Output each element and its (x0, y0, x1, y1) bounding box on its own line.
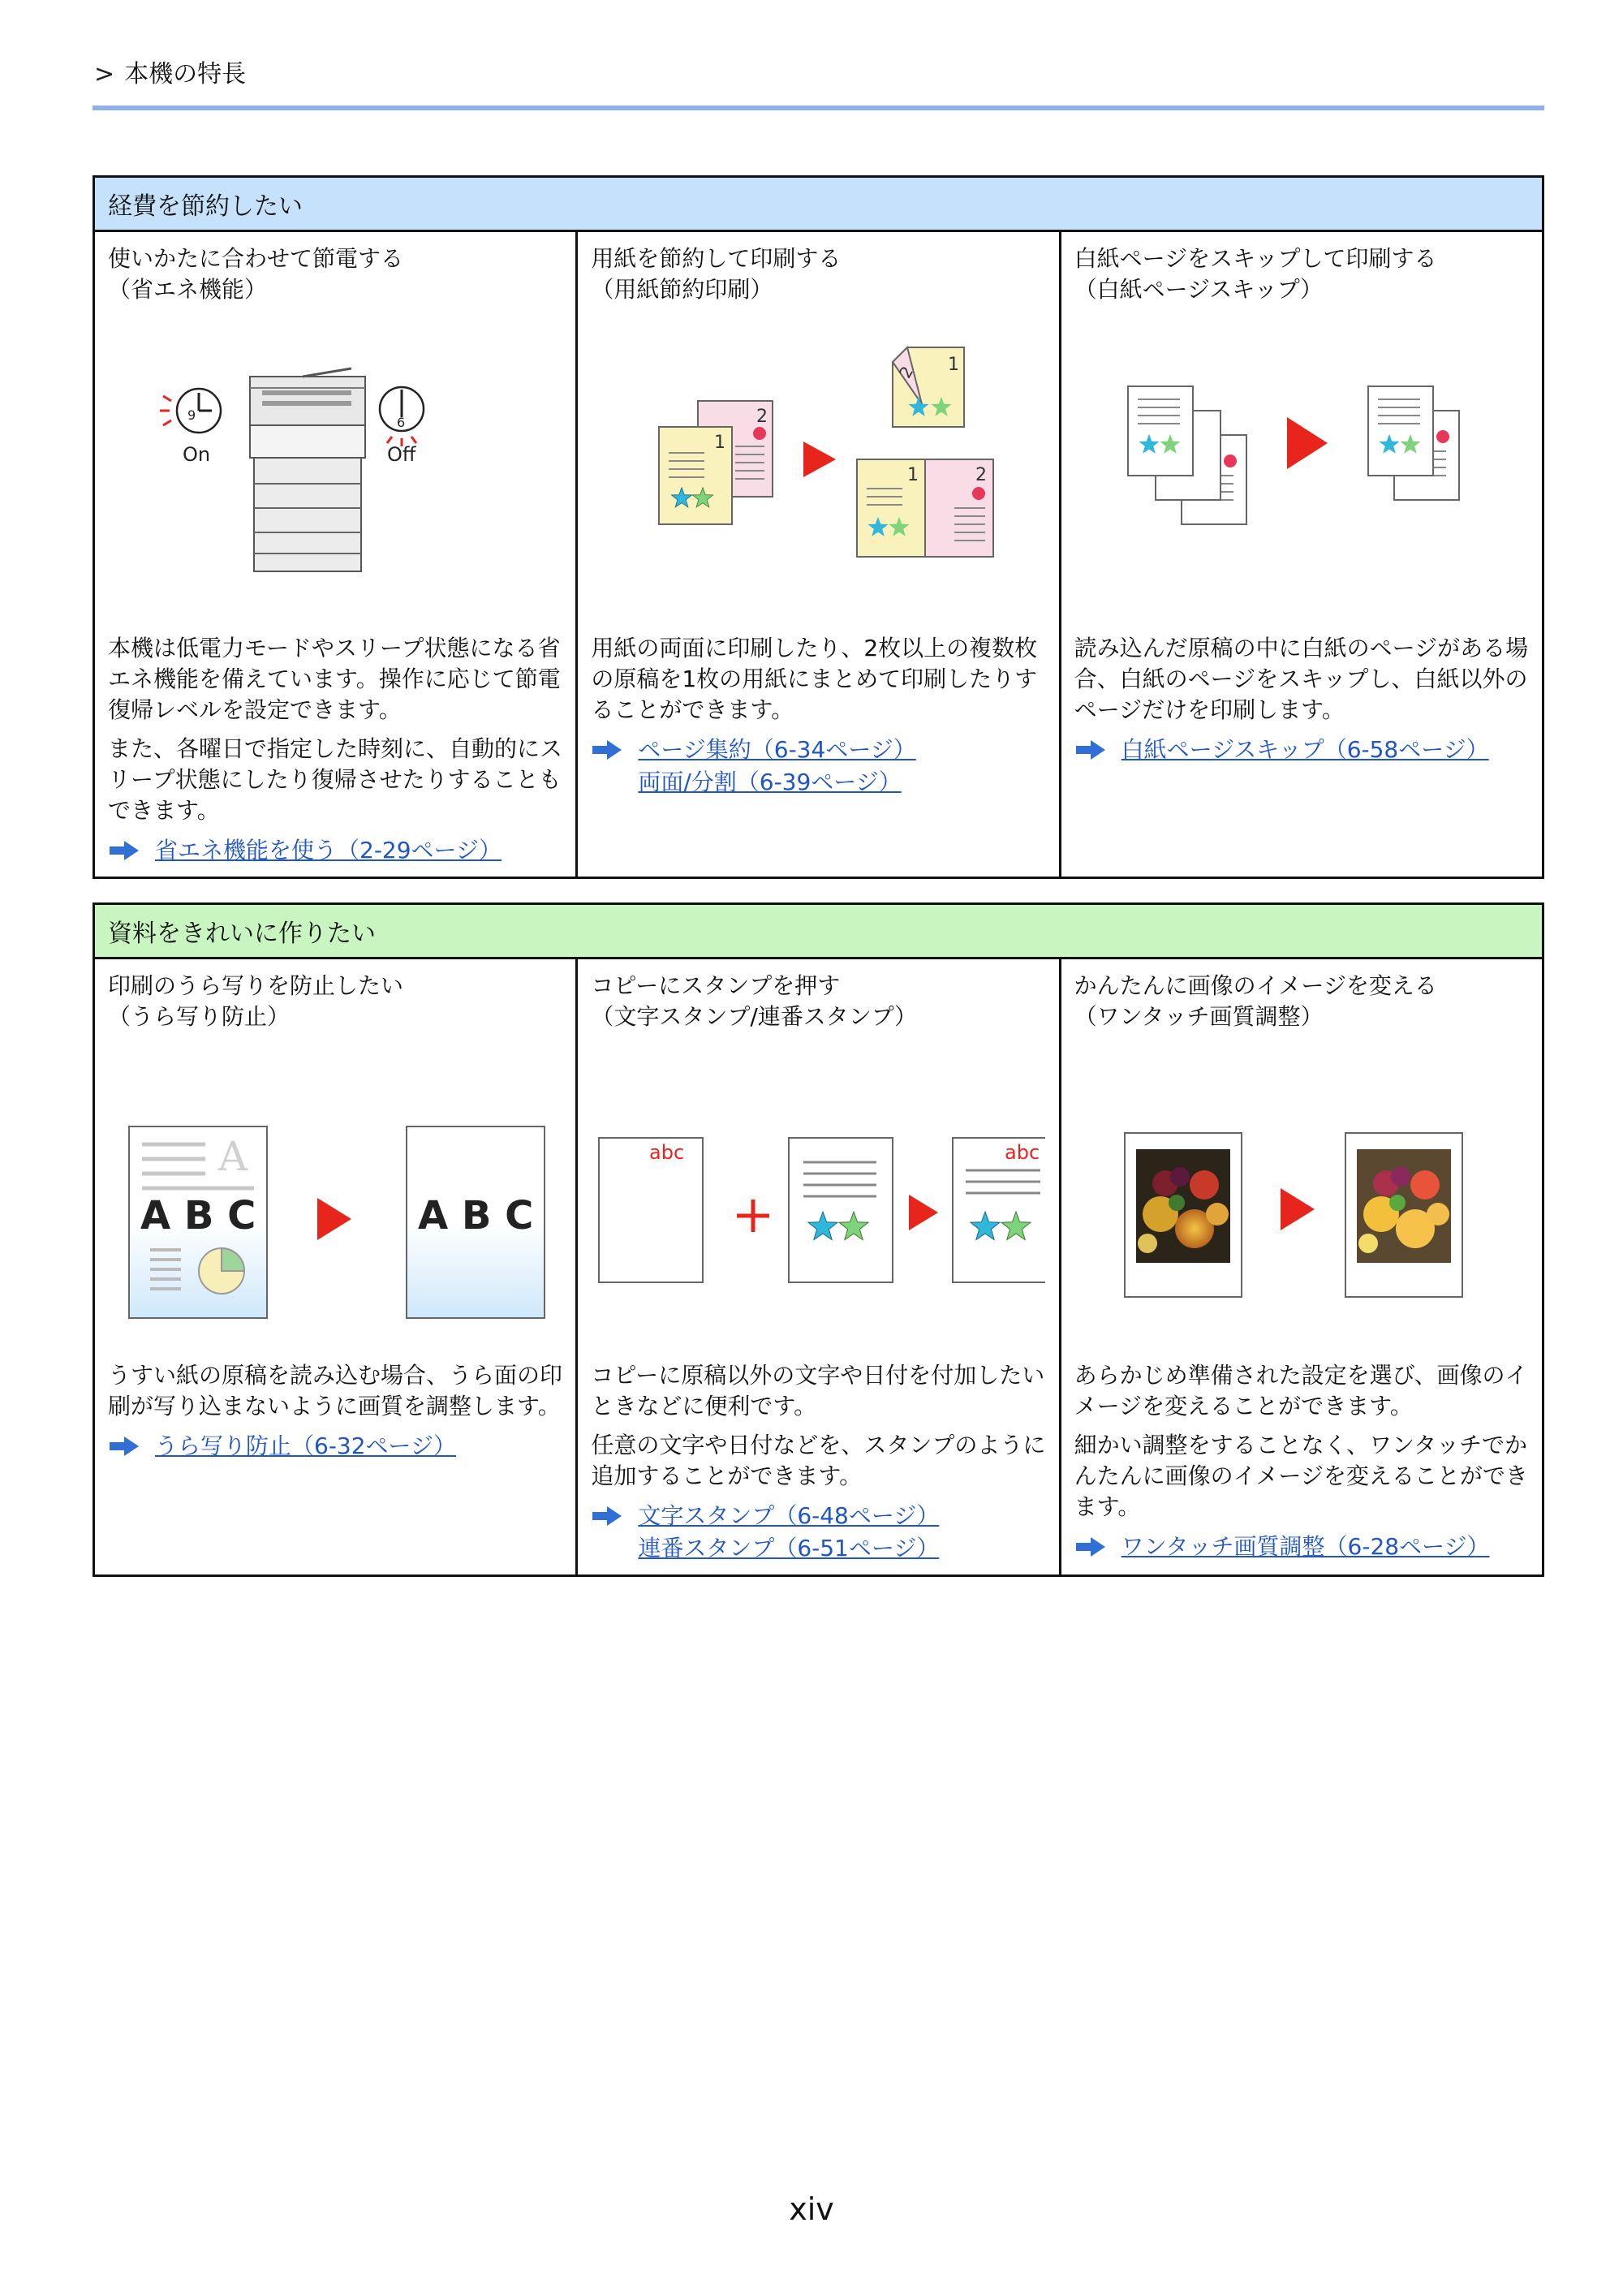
reference-links (591, 1500, 1045, 1565)
feature-description: 任意の文字や日付などを、スタンプのように追加することができます。 (591, 1432, 1046, 1489)
feature-description: 読み込んだ原稿の中に白紙のページがある場合、白紙のページをスキップし、白紙以外のページだけを印刷します。 (1074, 635, 1529, 723)
feature-description: コピーに原稿以外の文字や日付を付加したいときなどに便利です。 (591, 1362, 1045, 1419)
section-title: 資料をきれいに作りたい (94, 904, 1543, 958)
printer-machine-icon (250, 368, 365, 571)
section-save-costs (93, 175, 1544, 879)
arrow-right-icon (591, 1505, 623, 1527)
feature-cell-bleed-through-prevention (94, 958, 577, 1576)
red-arrow-icon (909, 1195, 938, 1230)
section-title: 経費を節約したい (94, 177, 1543, 231)
header-title: 本機の特長 (124, 60, 247, 88)
feature-title: 使いかたに合わせて節電する (108, 245, 404, 272)
reference-link[interactable]: 連番スタンプ（6-51ページ） (638, 1535, 940, 1562)
feature-subtitle: （用紙節約印刷） (591, 276, 773, 303)
abc-text: A B C (140, 1193, 256, 1238)
clock-on-number: 9 (187, 407, 196, 423)
off-label: Off (387, 443, 416, 466)
red-arrow-icon (317, 1198, 351, 1240)
reference-link[interactable]: ワンタッチ画質調整（6-28ページ） (1121, 1533, 1490, 1560)
red-arrow-icon (1287, 417, 1328, 469)
page-number: xiv (789, 2191, 834, 2227)
arrow-right-icon (108, 839, 140, 862)
header-rule (93, 106, 1544, 110)
feature-cell-power-saving (94, 231, 577, 878)
feature-description: 細かい調整をすることなく、ワンタッチでかんたんに画像のイメージを変えることができます。 (1074, 1432, 1528, 1520)
stamp-illustration (591, 1040, 1045, 1349)
feature-cell-stamp (577, 958, 1060, 1576)
plus-icon (737, 1200, 769, 1232)
reference-links (1074, 1531, 1529, 1563)
svg-text:2: 2 (975, 465, 988, 485)
svg-text:1: 1 (948, 355, 960, 375)
feature-description: また、各曜日で指定した時刻に、自動的にスリープ状態にしたり復帰させたりすることもできます。 (108, 735, 563, 824)
feature-subtitle: （文字スタンプ/連番スタンプ） (591, 1003, 918, 1030)
arrow-right-icon (108, 1435, 140, 1458)
feature-cell-quick-image-adjust (1060, 958, 1543, 1576)
feature-title: かんたんに画像のイメージを変える (1074, 972, 1437, 999)
blank-page-skip-illustration (1074, 313, 1529, 622)
section-create-clean-documents (93, 902, 1544, 1577)
page-header (94, 54, 246, 89)
arrow-right-icon (591, 739, 623, 761)
feature-cell-paper-saving (577, 231, 1060, 878)
reference-link[interactable]: 省エネ機能を使う（2-29ページ） (155, 837, 502, 864)
feature-cell-blank-page-skip (1060, 231, 1543, 878)
svg-text:1: 1 (907, 465, 919, 485)
svg-text:1: 1 (714, 433, 726, 453)
svg-text:2: 2 (895, 362, 918, 381)
reference-links (1074, 734, 1529, 766)
stamp-text: abc (1005, 1141, 1040, 1164)
red-arrow-icon (803, 442, 836, 477)
feature-title: 白紙ページをスキップして印刷する (1074, 245, 1437, 272)
feature-title: 印刷のうら写りを防止したい (108, 972, 404, 999)
reference-link[interactable]: 白紙ページスキップ（6-58ページ） (1121, 736, 1489, 763)
clock-on-icon (160, 389, 221, 433)
feature-subtitle: （省エネ機能） (108, 276, 268, 303)
clock-off-icon (380, 387, 424, 446)
chevron-right-icon: > (94, 60, 115, 88)
bleed-through-prevention-illustration (108, 1040, 562, 1349)
reference-links (591, 734, 1045, 799)
abc-text: A B C (418, 1193, 534, 1238)
stamp-text: abc (649, 1141, 685, 1164)
feature-title: 用紙を節約して印刷する (591, 245, 842, 272)
reference-links (108, 834, 562, 867)
reference-link[interactable]: 両面/分割（6-39ページ） (638, 769, 902, 795)
reference-link[interactable]: 文字スタンプ（6-48ページ） (638, 1502, 940, 1529)
on-label: On (183, 443, 211, 466)
feature-description: うすい紙の原稿を読み込む場合、うら面の印刷が写り込まないように画質を調整します。 (108, 1362, 563, 1419)
power-saving-illustration (108, 313, 562, 622)
feature-title: コピーにスタンプを押す (591, 972, 841, 999)
quick-image-adjust-illustration (1074, 1040, 1529, 1349)
feature-subtitle: （白紙ページスキップ） (1074, 276, 1323, 303)
paper-saving-illustration (591, 313, 1045, 622)
reference-link[interactable]: うら写り防止（6-32ページ） (155, 1432, 456, 1459)
feature-description: 用紙の両面に印刷したり、2枚以上の複数枚の原稿を1枚の用紙にまとめて印刷したりすることができます。 (591, 635, 1038, 723)
feature-subtitle: （ワンタッチ画質調整） (1074, 1003, 1324, 1030)
feature-description: 本機は低電力モードやスリープ状態になる省エネ機能を備えています。操作に応じて節電復帰レベルを設定できます。 (108, 635, 561, 723)
arrow-right-icon (1074, 1536, 1107, 1558)
arrow-right-icon (1074, 739, 1107, 761)
clock-off-number: 6 (397, 415, 406, 430)
svg-text:2: 2 (756, 407, 768, 427)
svg-text:A: A (218, 1133, 248, 1180)
reference-link[interactable]: ページ集約（6-34ページ） (638, 736, 916, 763)
red-arrow-icon (1281, 1188, 1315, 1230)
feature-description: あらかじめ準備された設定を選び、画像のイメージを変えることができます。 (1074, 1362, 1528, 1419)
feature-subtitle: （うら写り防止） (108, 1003, 291, 1030)
reference-links (108, 1430, 562, 1462)
